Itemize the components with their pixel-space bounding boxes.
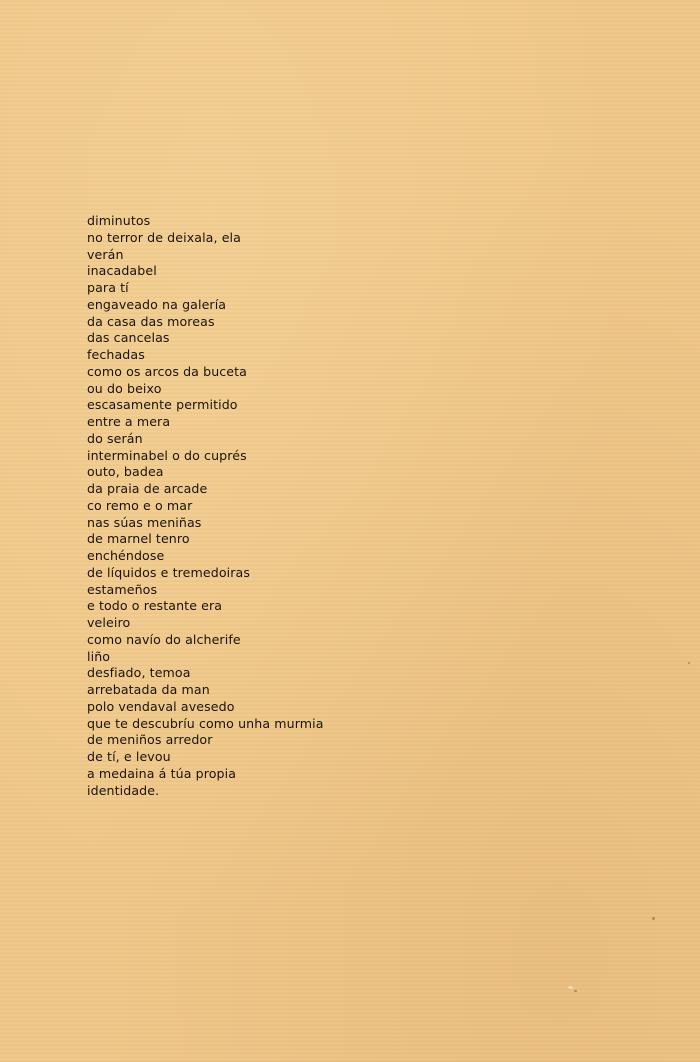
poem-line: polo vendaval avesedo <box>87 698 235 714</box>
poem-line: no terror de deixala, ela <box>87 229 241 245</box>
poem-line: veleiro <box>87 615 131 630</box>
poem-line: da casa das moreas <box>87 313 215 329</box>
poem-line: de líquidos e tremedoiras <box>87 564 250 580</box>
poem-line: fechadas <box>87 347 145 362</box>
paper-speck <box>652 917 655 920</box>
poem-line: ou do beixo <box>87 380 162 396</box>
poem-line: engaveado na galería <box>87 296 227 312</box>
paper-speck <box>688 662 690 664</box>
poem-line: inacadabel <box>87 263 157 279</box>
poem-line: a medaina á túa propia <box>87 765 237 781</box>
poem-line: nas súas meniñas <box>87 514 202 530</box>
poem-line: escasamente permitido <box>87 397 238 413</box>
poem-line: para tí <box>87 280 129 295</box>
poem-line: da praia de arcade <box>87 481 208 496</box>
poem-text <box>87 213 324 799</box>
poem-line: outo, badea <box>87 464 164 480</box>
poem-line: co remo e o mar <box>87 497 193 513</box>
paper-speck <box>574 990 577 992</box>
poem-line: de tí, e levou <box>87 749 171 764</box>
paper-speck <box>568 986 573 989</box>
poem-line: interminabel o do cuprés <box>87 447 247 463</box>
poem-line: e todo o restante era <box>87 598 223 614</box>
poem-line: de marnel tenro <box>87 531 190 547</box>
poem-line: de meniños arredor <box>87 732 213 748</box>
poem-line: que te descubríu como unha murmia <box>87 715 324 731</box>
poem-line: do serán <box>87 430 143 446</box>
poem-line: das cancelas <box>87 330 170 346</box>
poem-line: arrebatada da man <box>87 682 210 697</box>
poem-line: verán <box>87 246 124 262</box>
poem-line: como os arcos da buceta <box>87 363 248 379</box>
poem-line: diminutos <box>87 213 151 228</box>
poem-line: entre a mera <box>87 414 171 429</box>
poem-line: liño <box>87 648 111 664</box>
poem-line: desfiado, temoa <box>87 665 191 681</box>
poem-line: identidade. <box>87 782 160 798</box>
poem-line: enchéndose <box>87 548 165 563</box>
poem-line: como navío do alcherife <box>87 631 241 647</box>
poem-line: estameños <box>87 581 158 597</box>
